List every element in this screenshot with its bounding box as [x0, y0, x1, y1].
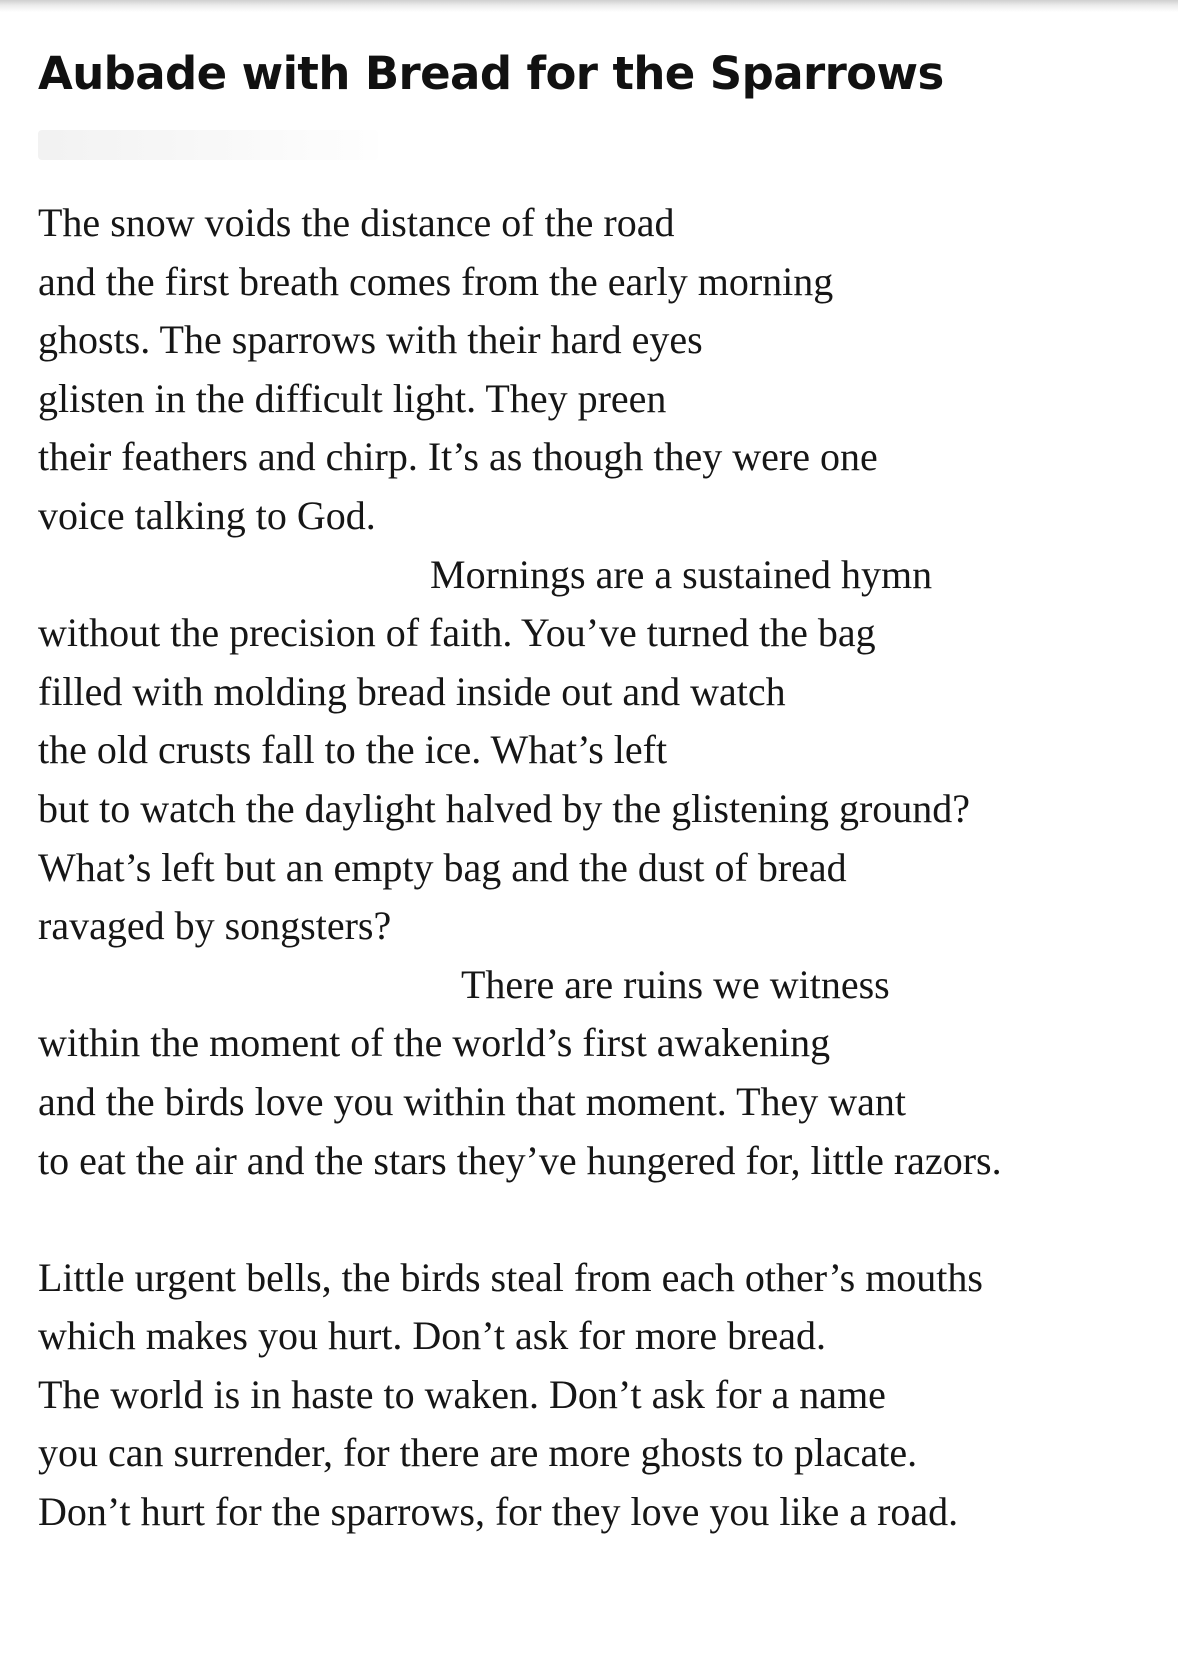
poem-line: and the first breath comes from the early morning: [38, 258, 834, 304]
poem-line: voice talking to God.: [38, 492, 376, 538]
poem-title: Aubade with Bread for the Sparrows: [38, 47, 944, 100]
poem-line: filled with molding bread inside out and watch: [38, 668, 786, 714]
stanza-break: [38, 1190, 1148, 1249]
poem-line: The world is in haste to waken. Don’t ask for a name: [38, 1371, 886, 1417]
poem-line: What’s left but an empty bag and the dust of bread: [38, 844, 847, 890]
poem-line: without the precision of faith. You’ve turned the bag: [38, 610, 876, 656]
poem-line: ghosts. The sparrows with their hard eyes: [38, 317, 703, 363]
poem-line: within the moment of the world’s first awakening: [38, 1020, 831, 1066]
poem-line: which makes you hurt. Don’t ask for more bread.: [38, 1313, 826, 1359]
poem-line: glisten in the difficult light. They preen: [38, 375, 667, 421]
poem-line-indented: Mornings are a sustained hymn: [430, 551, 933, 597]
poem-line: Don’t hurt for the sparrows, for they love you like a road.: [38, 1489, 959, 1535]
poem-line: Little urgent bells, the birds steal from each other’s mouths: [38, 1254, 983, 1300]
poem-line: but to watch the daylight halved by the glistening ground?: [38, 785, 971, 831]
poem-body: [38, 194, 1148, 1542]
poem-line: The snow voids the distance of the road: [38, 200, 675, 245]
poem-line: you can surrender, for there are more ghosts to placate.: [38, 1430, 918, 1476]
poem-line: their feathers and chirp. It’s as though they were one: [38, 434, 878, 480]
poem-line: to eat the air and the stars they’ve hungered for, little razors.: [38, 1137, 1002, 1183]
poem-line: the old crusts fall to the ice. What’s left: [38, 727, 668, 773]
poem-line: ravaged by songsters?: [38, 903, 392, 949]
poem-line: and the birds love you within that moment. They want: [38, 1078, 907, 1124]
byline-faded: [38, 130, 378, 160]
poem-line-indented: There are ruins we witness: [461, 961, 890, 1007]
